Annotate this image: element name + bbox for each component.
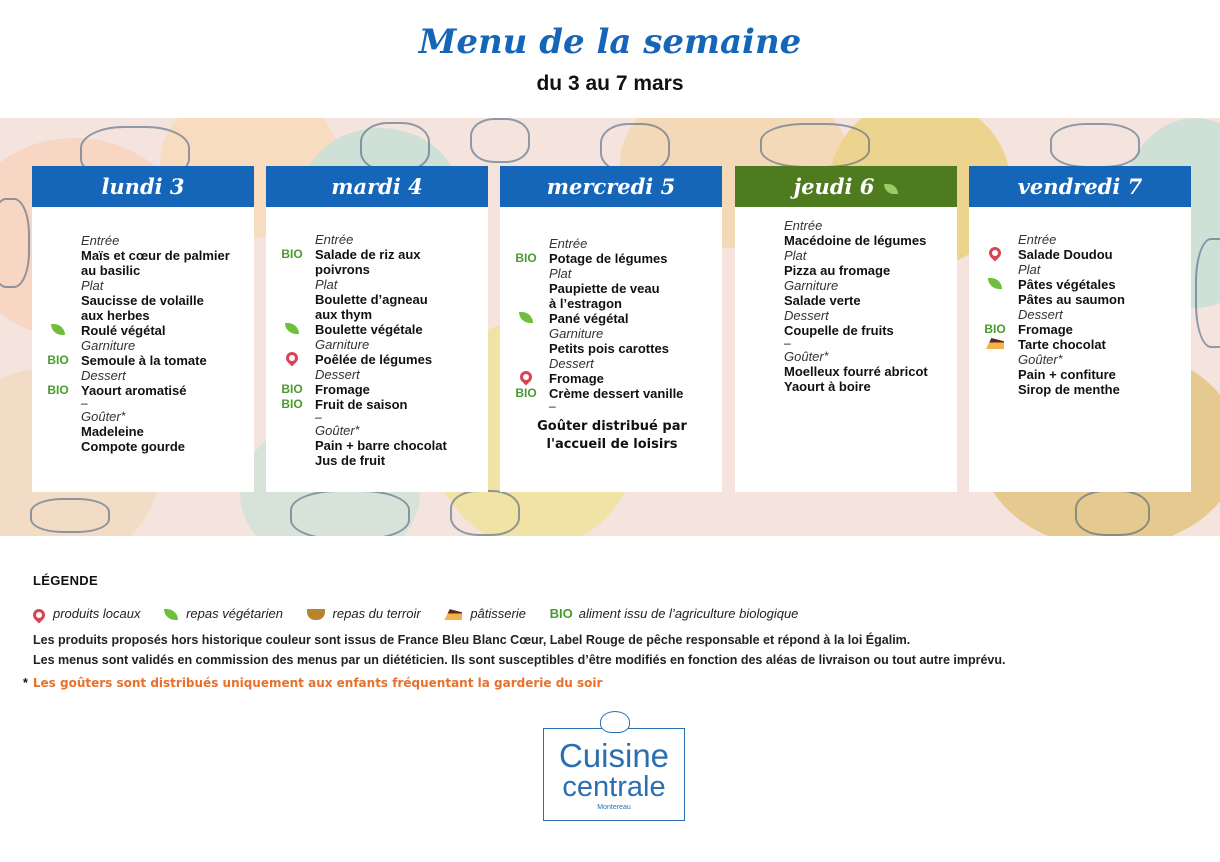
marker <box>274 352 310 367</box>
legend-item-vegetarian: repas végétarien <box>164 606 283 621</box>
marker <box>40 323 76 338</box>
menu-item: Boulette végétale <box>315 322 482 337</box>
menu-section <box>274 232 482 277</box>
menu-section <box>977 307 1185 352</box>
day-title: vendredi 7 <box>1017 174 1143 199</box>
day-menu <box>266 207 488 468</box>
course-category: Plat <box>549 266 572 281</box>
menu-item: Pâtes au saumon <box>1018 292 1125 307</box>
basket-icon <box>307 609 325 620</box>
menu-section <box>743 218 951 248</box>
menu-section <box>274 277 482 337</box>
menu-item: Paupiette de veau <box>549 281 660 296</box>
menu-item: au basilic <box>81 263 141 278</box>
page-title: Menu de la semaine <box>418 22 802 62</box>
course-category: Plat <box>1018 262 1041 277</box>
day-header <box>735 166 957 207</box>
legend-item-patisserie: pâtisserie <box>444 606 526 621</box>
menu-item: BIO Semoule à la tomate <box>81 353 248 368</box>
menu-section <box>743 349 951 394</box>
chef-hat-icon <box>600 711 630 733</box>
legend-item-terroir: repas du terroir <box>307 606 421 621</box>
menu-item: Salade verte <box>784 293 861 308</box>
course-category: Dessert <box>549 356 594 371</box>
menu-item: Poêlée de légumes <box>315 352 482 367</box>
marker <box>274 322 310 337</box>
menu-section <box>743 278 951 308</box>
course-category: Plat <box>315 277 338 292</box>
marker <box>508 311 544 326</box>
day-card-mercredi <box>500 166 722 492</box>
day-header <box>500 166 722 207</box>
menu-item: BIO Fromage <box>1018 322 1185 337</box>
day-menu <box>735 207 957 394</box>
day-title: mardi 4 <box>331 174 423 199</box>
course-category: Dessert <box>81 368 126 383</box>
course-category: Entrée <box>549 236 588 251</box>
marker <box>977 247 1013 262</box>
menu-section <box>274 337 482 367</box>
menu-item: Petits pois carottes <box>549 341 669 356</box>
course-category: Goûter* <box>315 423 360 438</box>
menu-item: Pain + barre chocolat <box>315 438 447 453</box>
course-category: Garniture <box>784 278 839 293</box>
pin-icon <box>518 369 535 386</box>
menu-section <box>977 232 1185 262</box>
menu-item: à l’estragon <box>549 296 622 311</box>
menu-item: Moelleux fourré abricot <box>784 364 928 379</box>
course-category: Plat <box>784 248 807 263</box>
menu-section <box>274 423 482 468</box>
course-category: Garniture <box>549 326 604 341</box>
menu-item: aux thym <box>315 307 373 322</box>
menu-item: poivrons <box>315 262 370 277</box>
cake-icon <box>986 338 1004 349</box>
leaf-icon <box>164 609 178 620</box>
menu-section <box>508 356 716 412</box>
menu-item: Boulette d’agneau <box>315 292 428 307</box>
menu-item: Pain + confiture <box>1018 367 1116 382</box>
menu-section <box>508 236 716 266</box>
pin-icon <box>284 350 301 367</box>
course-category: Goûter* <box>1018 352 1063 367</box>
menu-section <box>40 368 248 409</box>
legend-item-local: produits locaux <box>33 606 140 621</box>
day-menu <box>32 207 254 454</box>
leaf-icon <box>988 278 1002 289</box>
day-title: mercredi 5 <box>546 174 676 199</box>
menu-item: BIO Fromage <box>315 382 482 397</box>
course-category: Dessert <box>315 367 360 382</box>
menu-item: Fromage <box>549 371 716 386</box>
menu-section <box>977 352 1185 397</box>
menu-item: – <box>549 399 556 413</box>
bio-label: BIO <box>549 606 573 622</box>
menu-section <box>40 409 248 454</box>
menu-section <box>274 367 482 423</box>
bio-label: BIO <box>515 251 537 265</box>
day-card-jeudi <box>735 166 957 492</box>
day-menu <box>500 207 722 454</box>
menu-item: Sirop de menthe <box>1018 382 1120 397</box>
bio-label: BIO <box>47 383 69 397</box>
menu-section <box>743 248 951 278</box>
menu-section <box>977 262 1185 307</box>
marker <box>977 337 1013 352</box>
bio-label: BIO <box>984 322 1006 336</box>
bio-label: BIO <box>281 397 303 411</box>
legend-title: LÉGENDE <box>33 573 98 588</box>
menu-section <box>40 338 248 368</box>
day-header <box>266 166 488 207</box>
bio-label: BIO <box>47 353 69 367</box>
course-category: Dessert <box>1018 307 1063 322</box>
bio-label: BIO <box>281 382 303 396</box>
menu-item: aux herbes <box>81 308 150 323</box>
menu-section <box>40 233 248 278</box>
course-category: Entrée <box>81 233 120 248</box>
bio-label: BIO <box>281 247 303 261</box>
menu-section <box>508 266 716 326</box>
pin-icon <box>31 606 48 623</box>
day-card-lundi <box>32 166 254 492</box>
course-category: Plat <box>81 278 104 293</box>
legend-item-bio: BIO aliment issu de l’agriculture biologique <box>549 606 799 622</box>
day-title: lundi 3 <box>101 174 185 199</box>
day-title: jeudi 6 <box>793 174 875 199</box>
menu-item: Maïs et cœur de palmier <box>81 248 230 263</box>
course-category: Goûter* <box>784 349 829 364</box>
menu-item: BIO Fruit de saison <box>315 397 482 412</box>
menu-item: BIO Yaourt aromatisé <box>81 383 248 398</box>
day-menu <box>969 207 1191 397</box>
menu-item: Macédoine de légumes <box>784 233 927 248</box>
menu-item: Jus de fruit <box>315 453 386 468</box>
menu-item: Tarte chocolat <box>1018 337 1185 352</box>
menu-section <box>40 278 248 338</box>
menu-item: Pizza au fromage <box>784 263 891 278</box>
day-card-mardi <box>266 166 488 492</box>
menu-item: Coupelle de fruits <box>784 323 894 338</box>
leaf-icon <box>884 184 898 194</box>
menu-item: – <box>315 410 322 424</box>
leaf-icon <box>285 323 299 334</box>
menu-item: BIO Potage de légumes <box>549 251 716 266</box>
menu-item: Pané végétal <box>549 311 716 326</box>
bio-label: BIO <box>515 386 537 400</box>
menu-item: Pâtes végétales <box>1018 277 1185 292</box>
day-header <box>32 166 254 207</box>
menu-item: Salade Doudou <box>1018 247 1185 262</box>
menu-item: – <box>81 396 88 410</box>
course-category: Entrée <box>315 232 354 247</box>
cake-icon <box>444 609 462 620</box>
legend-note-origin: Les produits proposés hors historique couleur sont issus de France Bleu Blanc Cœur, Label Rouge de pêche responsable et répond à la loi Égalim. <box>33 633 911 647</box>
menu-item: BIO Salade de riz aux <box>315 247 482 262</box>
menu-item: Compote gourde <box>81 439 185 454</box>
menu-item: Yaourt à boire <box>784 379 871 394</box>
menu-section <box>508 326 716 356</box>
leaf-icon <box>519 312 533 323</box>
course-category: Garniture <box>81 338 136 353</box>
day-card-vendredi <box>969 166 1191 492</box>
marker <box>977 277 1013 292</box>
menu-item: Roulé végétal <box>81 323 248 338</box>
menu-item: Madeleine <box>81 424 144 439</box>
pin-icon <box>987 245 1004 262</box>
legend-items <box>33 605 1193 621</box>
legend-note-validation: Les menus sont validés en commission des menus par un diététicien. Ils sont susceptibles d’être modifiés en fonction des aléas de livraison ou tout autre imprévu. <box>33 653 1006 667</box>
goûter-footnote: * Les goûters sont distribués uniquement aux enfants fréquentant la garderie du soir <box>23 676 603 690</box>
cuisine-centrale-logo: Cuisine centrale Montereau <box>543 728 685 821</box>
goûter-note: Goûter distribué par l'accueil de loisirs <box>537 419 687 452</box>
menu-item: Saucisse de volaille <box>81 293 204 308</box>
marker <box>508 371 544 386</box>
day-header <box>969 166 1191 207</box>
course-category: Goûter* <box>81 409 126 424</box>
menu-item: – <box>784 336 791 350</box>
course-category: Entrée <box>1018 232 1057 247</box>
menu-section <box>743 308 951 349</box>
course-category: Garniture <box>315 337 370 352</box>
course-category: Dessert <box>784 308 829 323</box>
leaf-icon <box>51 324 65 335</box>
course-category: Entrée <box>784 218 823 233</box>
page-subtitle: du 3 au 7 mars <box>536 72 684 95</box>
menu-item: BIO Crème dessert vanille <box>549 386 716 401</box>
